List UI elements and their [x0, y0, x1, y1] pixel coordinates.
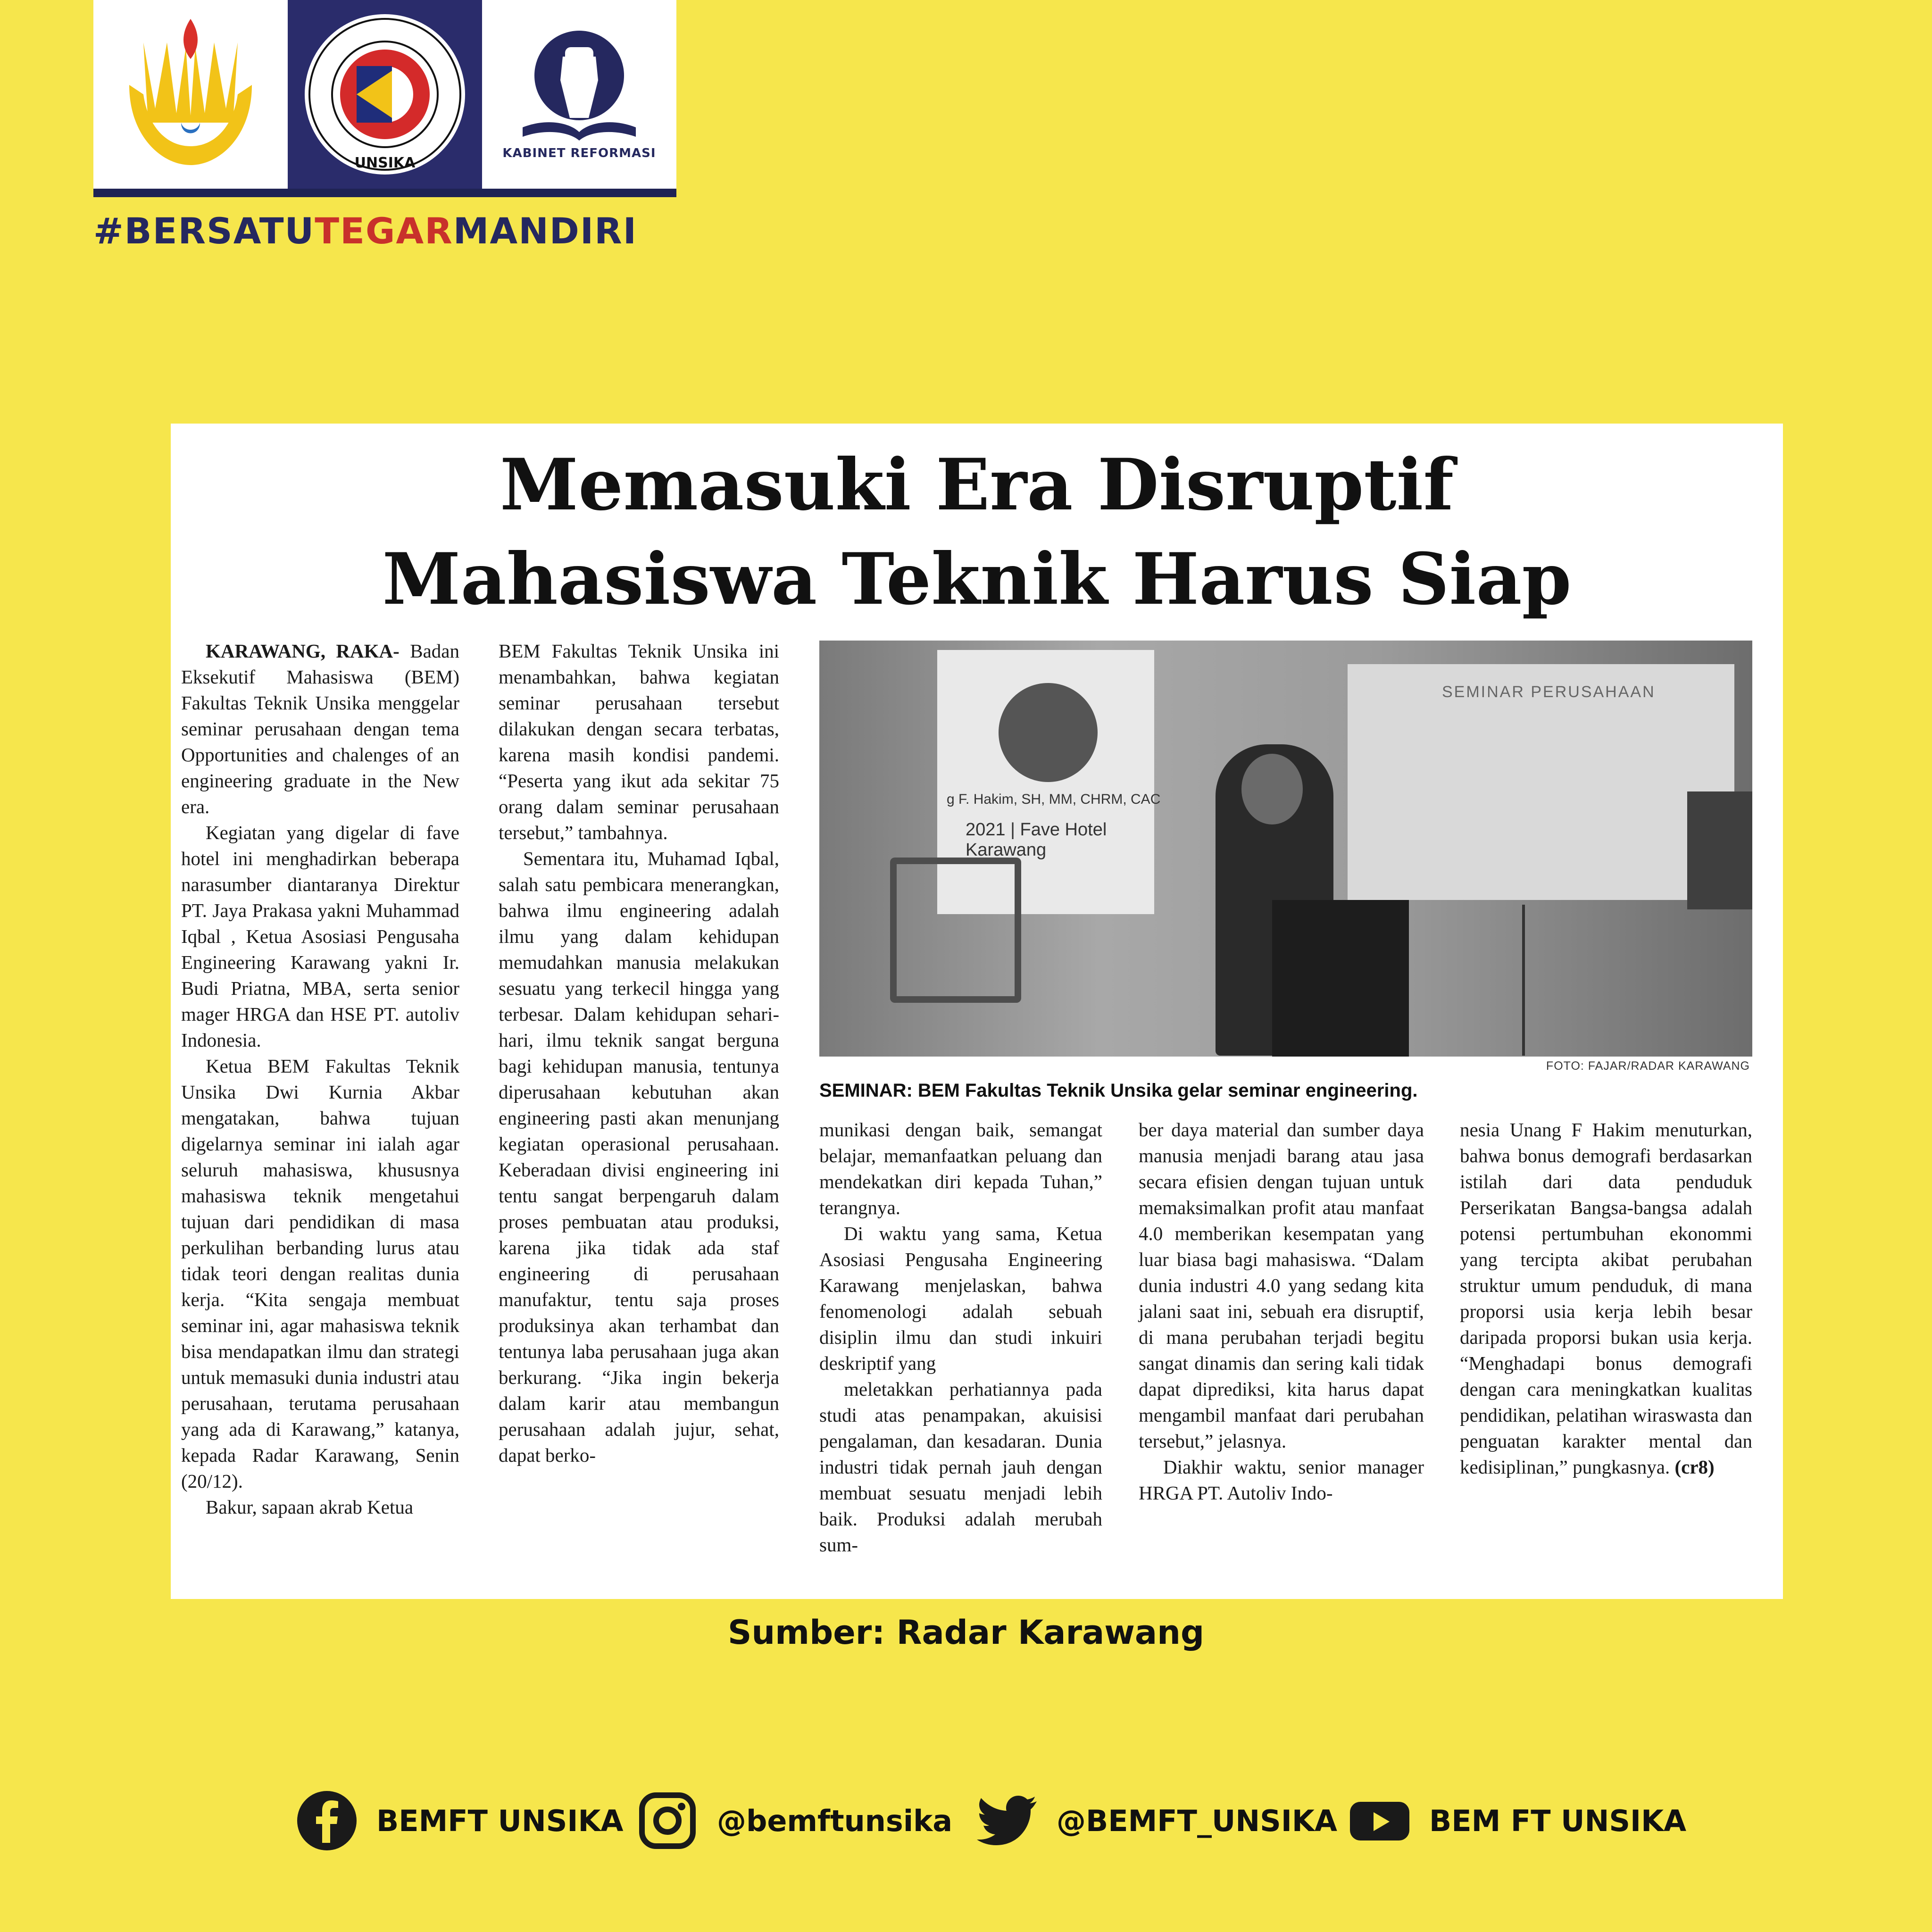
facebook-icon	[296, 1790, 358, 1851]
youtube-icon	[1349, 1790, 1410, 1851]
paragraph: Sementara itu, Muhamad Iqbal, salah satu pembicara menerangkan, bahwa ilmu engineering adalah ilmu yang dalam kehidupan memudahkan manusia melakukan sesuatu yang terkecil hingga yang terbesar. Dalam kehidupan sehari-hari, ilmu teknik sangat berguna bagi kehidupan manusia, tentunya diperusahaan kebutuhan akan engineering pasti akan menunjang kegiatan operasional perusahaan. Keberadaan divisi engineering ini tentu sangat berpengaruh dalam proses pembuatan atau produksi, karena jika tidak ada staf engineering di perusahaan manufaktur, tentu saja proses produksinya akan terhambat dan tentunya laba perusahaan juga akan berkurang. “Jika ingin bekerja dalam karir atau membangun perusahaan adalah jujur, sehat, dapat berko-	[499, 848, 779, 1466]
svg-text:UNSIKA: UNSIKA	[354, 155, 416, 171]
paragraph: nesia Unang F Hakim menuturkan, bahwa bonus demografi berdasarkan istilah dari data penduduk Perserikatan Bangsa-bangsa adalah potensi pertumbuhan ekonommi yang tercipta akibat perubahan struktur umum penduduk, di mana proporsi usia kerja lebih besar daripada proporsi bukan usia kerja. “Menghadapi bonus demografi dengan cara meningkatkan kualitas pendidikan, pelatihan wiraswasta dan penguatan karakter mental dan kedisiplinan,” pungkasnya.	[1460, 1119, 1752, 1478]
paragraph: Di waktu yang sama, Ketua Asosiasi Pengusaha Engineering Karawang menjelaskan, bahwa fenomenologi adalah sebuah disiplin ilmu dan studi inkuiri deskriptif yang	[819, 1223, 1102, 1374]
hashtag	[93, 210, 637, 252]
hashtag-part-1: #BERSATU	[93, 210, 315, 252]
banner-year: 2021 | Fave Hotel Karawang	[966, 820, 1107, 860]
banner-name: g F. Hakim, SH, MM, CHRM, CAC	[947, 791, 1161, 807]
kabinet-reformasi-logo	[482, 0, 676, 189]
paragraph: BEM Fakultas Teknik Unsika ini menambahkan, bahwa kegiatan seminar perusahaan tersebut dilakukan dengan secara terbatas, karena masih kondisi pandemi. “Peserta yang ikut ada sekitar 75 orang dalam seminar perusahaan tersebut,” tambahnya.	[499, 640, 779, 843]
speaker-portrait	[999, 683, 1098, 782]
speaker-head	[1241, 754, 1303, 824]
hashtag-part-2: TEGAR	[315, 210, 453, 252]
paragraph: Badan Eksekutif Mahasiswa (BEM) Fakultas Teknik Unsika menggelar seminar perusahaan dengan tema Opportunities and chalenges of an engineering graduate in the New era.	[181, 640, 460, 817]
display-board	[1687, 791, 1752, 909]
logo-strip	[93, 0, 676, 197]
chair	[890, 858, 1021, 1003]
instagram-icon	[637, 1790, 698, 1851]
twitter-icon	[976, 1790, 1038, 1851]
projector-screen	[1348, 664, 1734, 900]
author-sign: (cr8)	[1674, 1456, 1715, 1478]
kabinet-label: KABINET REFORMASI	[502, 146, 656, 160]
article-column-1	[181, 638, 459, 1520]
headline-line-1: Memasuki Era Disruptif	[500, 443, 1454, 526]
podium	[1272, 900, 1409, 1057]
tripod	[1522, 905, 1525, 1056]
kemdikbud-logo	[93, 0, 288, 189]
instagram-label: @bemftunsika	[717, 1803, 953, 1838]
header-divider	[93, 189, 676, 197]
paragraph: Ketua BEM Fakultas Teknik Unsika Dwi Kurnia Akbar mengatakan, bahwa tujuan digelarnya seminar ini ialah agar seluruh mahasiswa, khususnya mahasiswa teknik mengetahui tujuan dari pendidikan di masa perkulihan berbanding lurus atau tidak teori dengan realitas dunia kerja. “Kita sengaja membuat seminar ini, agar mahasiswa teknik bisa mendapatkan ilmu dan strategi untuk memasuki dunia industri atau perusahaan, terutama perusahaan yang ada di Karawang,” katanya, kepada Radar Karawang, Senin (20/12).	[181, 1055, 459, 1492]
article-column-2	[499, 638, 779, 1468]
headline	[171, 438, 1783, 626]
newspaper-clipping	[171, 424, 1783, 1599]
paragraph: Kegiatan yang digelar di fave hotel ini menghadirkan beberapa narasumber diantaranya Direktur PT. Jaya Prakasa yakni Muhammad Iqbal , Ketua Asosiasi Pengusaha Engineering Karawang yakni Ir. Budi Priatna, MBA, serta senior mager HRGA dan HSE PT. autoliv Indonesia.	[181, 822, 459, 1051]
tut-wuri-handayani-icon	[110, 14, 271, 175]
social-twitter[interactable]	[976, 1788, 1337, 1854]
social-instagram[interactable]	[637, 1788, 952, 1854]
social-facebook[interactable]	[296, 1788, 624, 1854]
youtube-label: BEM FT UNSIKA	[1429, 1803, 1687, 1838]
facebook-label: BEMFT UNSIKA	[376, 1803, 624, 1838]
bem-ft-unsika-seal	[288, 0, 482, 189]
screen-title: SEMINAR PERUSAHAAN	[1442, 683, 1656, 701]
hashtag-part-3: MANDIRI	[453, 210, 637, 252]
photo-caption: SEMINAR: BEM Fakultas Teknik Unsika gelar seminar engineering.	[819, 1080, 1418, 1101]
headline-line-2: Mahasiswa Teknik Harus Siap	[382, 538, 1572, 621]
photo-credit: FOTO: FAJAR/RADAR KARAWANG	[1546, 1059, 1750, 1073]
seminar-photo	[819, 641, 1752, 1057]
gear-seal-icon	[300, 9, 470, 179]
article-column-5	[1460, 1117, 1752, 1480]
paragraph: meletakkan perhatiannya pada studi atas penampakan, akuisisi pengalaman, dan kesadaran. Dunia industri tidak pernah jauh dengan membuat sesuatu menjadi lebih baik. Produksi adalah merubah sum-	[819, 1378, 1102, 1556]
paragraph: Diakhir waktu, senior manager HRGA PT. Autoliv Indo-	[1139, 1456, 1424, 1504]
article-column-4	[1139, 1117, 1424, 1506]
raised-fist-icon	[518, 28, 641, 142]
source-line: Sumber: Radar Karawang	[727, 1613, 1205, 1652]
twitter-label: @BEMFT_UNSIKA	[1057, 1803, 1337, 1838]
paragraph: Bakur, sapaan akrab Ketua	[206, 1496, 414, 1518]
paragraph: ber daya material dan sumber daya manusia menjadi barang atau jasa secara efisien dengan tujuan untuk memaksimalkan profit atau manfaat 4.0 memberikan kesempatan yang luar biasa bagi mahasiswa. “Dalam dunia industri 4.0 yang sedang kita jalani saat ini, sebuah era disruptif, di mana perubahan terjadi begitu sangat dinamis dan sering kali tidak dapat diprediksi, kita harus dapat mengambil manfaat dari perubahan tersebut,” jelasnya.	[1139, 1119, 1424, 1452]
article-column-3	[819, 1117, 1102, 1558]
dateline: KARAWANG, RAKA-	[206, 640, 400, 662]
social-youtube[interactable]	[1349, 1788, 1686, 1854]
paragraph: munikasi dengan baik, semangat belajar, memanfaatkan peluang dan mendekatkan diri kepada Tuhan,” terangnya.	[819, 1119, 1102, 1218]
